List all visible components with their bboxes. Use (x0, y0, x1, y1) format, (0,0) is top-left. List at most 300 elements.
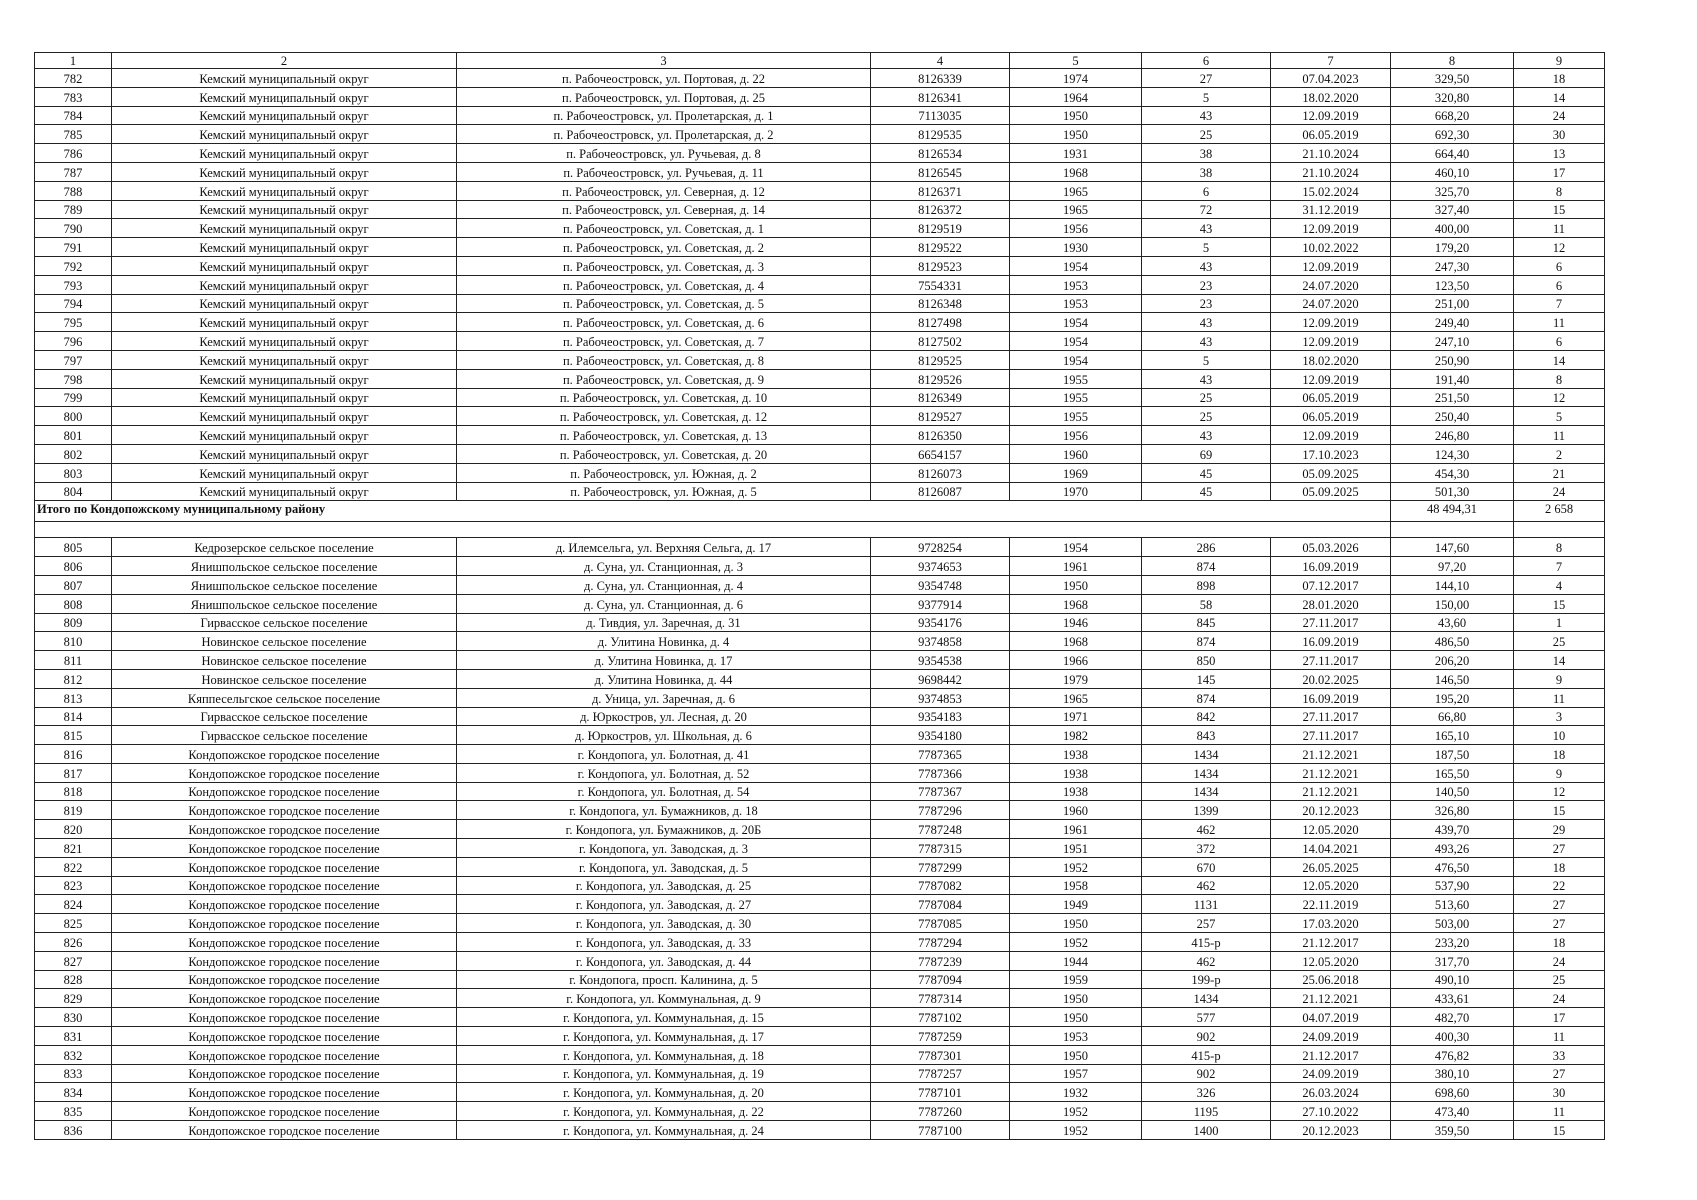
cell-building-id: 7787294 (871, 933, 1010, 952)
cell-decision-number: 1434 (1142, 763, 1271, 782)
table-body-top (35, 53, 1605, 501)
cell-residents: 15 (1514, 801, 1605, 820)
cell-decision-number: 69 (1142, 444, 1271, 463)
column-number-header: 5 (1010, 53, 1142, 69)
cell-municipality: Кемский муниципальный округ (112, 106, 457, 125)
cell-row-number: 789 (35, 200, 112, 219)
cell-area: 327,40 (1391, 200, 1514, 219)
cell-building-id: 8127498 (871, 313, 1010, 332)
cell-address: д. Уница, ул. Заречная, д. 6 (457, 688, 871, 707)
cell-building-id: 7787102 (871, 1008, 1010, 1027)
table-row (35, 144, 1605, 163)
cell-decision-date: 12.09.2019 (1271, 332, 1391, 351)
table-row (35, 594, 1605, 613)
cell-area: 43,60 (1391, 613, 1514, 632)
cell-decision-number: 43 (1142, 369, 1271, 388)
cell-row-number: 810 (35, 632, 112, 651)
cell-building-id: 7787365 (871, 745, 1010, 764)
cell-building-id: 8126348 (871, 294, 1010, 313)
cell-decision-date: 12.09.2019 (1271, 219, 1391, 238)
cell-row-number: 821 (35, 839, 112, 858)
cell-municipality: Кемский муниципальный округ (112, 238, 457, 257)
cell-decision-date: 05.09.2025 (1271, 463, 1391, 482)
cell-year-built: 1968 (1010, 594, 1142, 613)
cell-area: 179,20 (1391, 238, 1514, 257)
cell-area: 400,30 (1391, 1027, 1514, 1046)
cell-row-number: 813 (35, 688, 112, 707)
cell-building-id: 8126350 (871, 426, 1010, 445)
cell-address: д. Суна, ул. Станционная, д. 4 (457, 575, 871, 594)
cell-year-built: 1952 (1010, 1102, 1142, 1121)
column-number-header-row (35, 53, 1605, 69)
cell-municipality: Кемский муниципальный округ (112, 294, 457, 313)
cell-year-built: 1957 (1010, 1064, 1142, 1083)
cell-year-built: 1938 (1010, 782, 1142, 801)
cell-municipality: Кемский муниципальный округ (112, 219, 457, 238)
cell-residents: 25 (1514, 970, 1605, 989)
cell-address: п. Рабочеостровск, ул. Советская, д. 13 (457, 426, 871, 445)
cell-residents: 27 (1514, 1064, 1605, 1083)
cell-municipality: Кондопожское городское поселение (112, 914, 457, 933)
cell-address: д. Юркостров, ул. Лесная, д. 20 (457, 707, 871, 726)
cell-address: г. Кондопога, ул. Бумажников, д. 18 (457, 801, 871, 820)
cell-row-number: 834 (35, 1083, 112, 1102)
table-row (35, 444, 1605, 463)
cell-residents: 27 (1514, 914, 1605, 933)
cell-decision-number: 43 (1142, 106, 1271, 125)
table-row (35, 256, 1605, 275)
table-row (35, 294, 1605, 313)
spacer-cell (1514, 522, 1605, 538)
cell-decision-date: 21.10.2024 (1271, 144, 1391, 163)
cell-year-built: 1953 (1010, 1027, 1142, 1046)
cell-decision-number: 462 (1142, 876, 1271, 895)
cell-residents: 12 (1514, 238, 1605, 257)
cell-address: п. Рабочеостровск, ул. Ручьевая, д. 8 (457, 144, 871, 163)
cell-decision-number: 874 (1142, 557, 1271, 576)
cell-residents: 8 (1514, 369, 1605, 388)
cell-decision-date: 26.03.2024 (1271, 1083, 1391, 1102)
cell-building-id: 7787314 (871, 989, 1010, 1008)
cell-residents: 17 (1514, 1008, 1605, 1027)
cell-year-built: 1950 (1010, 106, 1142, 125)
cell-address: г. Кондопога, ул. Бумажников, д. 20Б (457, 820, 871, 839)
cell-residents: 9 (1514, 763, 1605, 782)
cell-decision-date: 21.12.2021 (1271, 745, 1391, 764)
spacer-row (35, 522, 1605, 538)
table-row (35, 914, 1605, 933)
cell-address: г. Кондопога, ул. Болотная, д. 52 (457, 763, 871, 782)
cell-row-number: 822 (35, 857, 112, 876)
cell-building-id: 9354538 (871, 651, 1010, 670)
cell-decision-number: 145 (1142, 669, 1271, 688)
cell-building-id: 8129519 (871, 219, 1010, 238)
cell-area: 473,40 (1391, 1102, 1514, 1121)
cell-year-built: 1952 (1010, 933, 1142, 952)
cell-residents: 24 (1514, 482, 1605, 501)
cell-year-built: 1950 (1010, 989, 1142, 1008)
cell-decision-date: 06.05.2019 (1271, 407, 1391, 426)
cell-row-number: 812 (35, 669, 112, 688)
cell-decision-date: 27.11.2017 (1271, 726, 1391, 745)
table-row (35, 313, 1605, 332)
cell-building-id: 8129535 (871, 125, 1010, 144)
cell-decision-date: 24.09.2019 (1271, 1027, 1391, 1046)
cell-area: 326,80 (1391, 801, 1514, 820)
cell-decision-date: 25.06.2018 (1271, 970, 1391, 989)
cell-area: 150,00 (1391, 594, 1514, 613)
cell-year-built: 1932 (1010, 1083, 1142, 1102)
cell-area: 246,80 (1391, 426, 1514, 445)
cell-address: п. Рабочеостровск, ул. Советская, д. 10 (457, 388, 871, 407)
cell-address: г. Кондопога, ул. Заводская, д. 25 (457, 876, 871, 895)
cell-row-number: 786 (35, 144, 112, 163)
cell-residents: 11 (1514, 1102, 1605, 1121)
cell-decision-number: 45 (1142, 463, 1271, 482)
cell-building-id: 7787301 (871, 1045, 1010, 1064)
cell-row-number: 805 (35, 538, 112, 557)
cell-address: г. Кондопога, ул. Коммунальная, д. 17 (457, 1027, 871, 1046)
cell-row-number: 811 (35, 651, 112, 670)
cell-municipality: Кондопожское городское поселение (112, 876, 457, 895)
cell-building-id: 7787299 (871, 857, 1010, 876)
table-row (35, 106, 1605, 125)
cell-year-built: 1954 (1010, 313, 1142, 332)
cell-decision-number: 25 (1142, 388, 1271, 407)
cell-decision-date: 12.09.2019 (1271, 256, 1391, 275)
cell-year-built: 1946 (1010, 613, 1142, 632)
cell-decision-date: 31.12.2019 (1271, 200, 1391, 219)
column-number-header: 6 (1142, 53, 1271, 69)
cell-address: п. Рабочеостровск, ул. Советская, д. 5 (457, 294, 871, 313)
cell-area: 503,00 (1391, 914, 1514, 933)
cell-address: д. Тивдия, ул. Заречная, д. 31 (457, 613, 871, 632)
table-row (35, 125, 1605, 144)
cell-row-number: 814 (35, 707, 112, 726)
cell-address: г. Кондопога, ул. Заводская, д. 5 (457, 857, 871, 876)
cell-address: д. Улитина Новинка, д. 44 (457, 669, 871, 688)
cell-residents: 24 (1514, 106, 1605, 125)
cell-building-id: 7787094 (871, 970, 1010, 989)
cell-address: г. Кондопога, ул. Заводская, д. 44 (457, 951, 871, 970)
cell-building-id: 8126349 (871, 388, 1010, 407)
cell-year-built: 1961 (1010, 557, 1142, 576)
column-number-header: 8 (1391, 53, 1514, 69)
cell-year-built: 1965 (1010, 200, 1142, 219)
cell-area: 191,40 (1391, 369, 1514, 388)
table-row (35, 238, 1605, 257)
cell-row-number: 827 (35, 951, 112, 970)
table-row (35, 989, 1605, 1008)
cell-decision-number: 72 (1142, 200, 1271, 219)
cell-row-number: 826 (35, 933, 112, 952)
table-row (35, 726, 1605, 745)
cell-decision-date: 12.05.2020 (1271, 876, 1391, 895)
cell-year-built: 1954 (1010, 256, 1142, 275)
cell-municipality: Янишпольское сельское поселение (112, 594, 457, 613)
cell-decision-date: 21.12.2021 (1271, 989, 1391, 1008)
cell-decision-date: 10.02.2022 (1271, 238, 1391, 257)
cell-building-id: 8126339 (871, 69, 1010, 88)
cell-building-id: 8126545 (871, 162, 1010, 181)
cell-decision-number: 5 (1142, 238, 1271, 257)
cell-decision-number: 45 (1142, 482, 1271, 501)
cell-row-number: 824 (35, 895, 112, 914)
cell-year-built: 1950 (1010, 1045, 1142, 1064)
cell-decision-date: 12.09.2019 (1271, 369, 1391, 388)
cell-building-id: 7787100 (871, 1121, 1010, 1140)
cell-municipality: Кемский муниципальный округ (112, 69, 457, 88)
cell-municipality: Кондопожское городское поселение (112, 951, 457, 970)
cell-year-built: 1949 (1010, 895, 1142, 914)
cell-area: 664,40 (1391, 144, 1514, 163)
cell-municipality: Кондопожское городское поселение (112, 857, 457, 876)
cell-residents: 30 (1514, 125, 1605, 144)
cell-decision-number: 43 (1142, 256, 1271, 275)
cell-address: д. Улитина Новинка, д. 4 (457, 632, 871, 651)
cell-area: 325,70 (1391, 181, 1514, 200)
cell-address: г. Кондопога, ул. Коммунальная, д. 24 (457, 1121, 871, 1140)
cell-decision-number: 843 (1142, 726, 1271, 745)
cell-row-number: 790 (35, 219, 112, 238)
column-number-header: 7 (1271, 53, 1391, 69)
column-number-header: 3 (457, 53, 871, 69)
cell-area: 250,40 (1391, 407, 1514, 426)
cell-decision-date: 18.02.2020 (1271, 350, 1391, 369)
cell-municipality: Кемский муниципальный округ (112, 275, 457, 294)
cell-residents: 11 (1514, 313, 1605, 332)
cell-municipality: Новинское сельское поселение (112, 669, 457, 688)
cell-building-id: 7787101 (871, 1083, 1010, 1102)
cell-building-id: 7113035 (871, 106, 1010, 125)
table-row (35, 895, 1605, 914)
cell-building-id: 7554331 (871, 275, 1010, 294)
cell-decision-number: 902 (1142, 1027, 1271, 1046)
table-row (35, 632, 1605, 651)
cell-building-id: 7787082 (871, 876, 1010, 895)
cell-decision-date: 21.12.2021 (1271, 763, 1391, 782)
cell-decision-date: 05.03.2026 (1271, 538, 1391, 557)
spacer-cell (35, 522, 1391, 538)
cell-residents: 15 (1514, 594, 1605, 613)
cell-building-id: 8126534 (871, 144, 1010, 163)
cell-decision-date: 21.12.2021 (1271, 782, 1391, 801)
cell-area: 380,10 (1391, 1064, 1514, 1083)
cell-area: 247,10 (1391, 332, 1514, 351)
cell-row-number: 835 (35, 1102, 112, 1121)
table-row (35, 613, 1605, 632)
district-total-area: 48 494,31 (1391, 501, 1514, 522)
cell-residents: 5 (1514, 407, 1605, 426)
cell-decision-number: 43 (1142, 426, 1271, 445)
table-row (35, 1045, 1605, 1064)
cell-area: 668,20 (1391, 106, 1514, 125)
table-row (35, 857, 1605, 876)
cell-address: п. Рабочеостровск, ул. Советская, д. 8 (457, 350, 871, 369)
cell-decision-number: 415-р (1142, 1045, 1271, 1064)
cell-year-built: 1938 (1010, 745, 1142, 764)
cell-decision-date: 12.05.2020 (1271, 820, 1391, 839)
cell-row-number: 799 (35, 388, 112, 407)
cell-address: п. Рабочеостровск, ул. Советская, д. 20 (457, 444, 871, 463)
cell-building-id: 9354176 (871, 613, 1010, 632)
cell-residents: 30 (1514, 1083, 1605, 1102)
district-total-residents: 2 658 (1514, 501, 1605, 522)
table-row (35, 407, 1605, 426)
cell-residents: 7 (1514, 557, 1605, 576)
cell-building-id: 8126372 (871, 200, 1010, 219)
cell-year-built: 1961 (1010, 820, 1142, 839)
cell-address: п. Рабочеостровск, ул. Советская, д. 12 (457, 407, 871, 426)
cell-municipality: Гирвасское сельское поселение (112, 613, 457, 632)
cell-building-id: 9374853 (871, 688, 1010, 707)
cell-address: г. Кондопога, ул. Коммунальная, д. 20 (457, 1083, 871, 1102)
cell-building-id: 8126073 (871, 463, 1010, 482)
cell-decision-date: 12.09.2019 (1271, 426, 1391, 445)
table-row (35, 651, 1605, 670)
cell-row-number: 793 (35, 275, 112, 294)
cell-area: 144,10 (1391, 575, 1514, 594)
cell-year-built: 1955 (1010, 369, 1142, 388)
cell-residents: 15 (1514, 200, 1605, 219)
cell-row-number: 795 (35, 313, 112, 332)
cell-decision-date: 12.05.2020 (1271, 951, 1391, 970)
cell-year-built: 1954 (1010, 332, 1142, 351)
cell-building-id: 7787248 (871, 820, 1010, 839)
cell-building-id: 9374653 (871, 557, 1010, 576)
cell-building-id: 7787257 (871, 1064, 1010, 1083)
cell-residents: 11 (1514, 426, 1605, 445)
cell-residents: 12 (1514, 388, 1605, 407)
cell-year-built: 1979 (1010, 669, 1142, 688)
cell-decision-number: 577 (1142, 1008, 1271, 1027)
table-row (35, 575, 1605, 594)
cell-area: 400,00 (1391, 219, 1514, 238)
cell-year-built: 1982 (1010, 726, 1142, 745)
cell-row-number: 816 (35, 745, 112, 764)
table-row (35, 745, 1605, 764)
cell-address: д. Улитина Новинка, д. 17 (457, 651, 871, 670)
cell-decision-number: 1195 (1142, 1102, 1271, 1121)
table-row (35, 1008, 1605, 1027)
cell-decision-number: 462 (1142, 951, 1271, 970)
cell-decision-number: 286 (1142, 538, 1271, 557)
cell-building-id: 8126371 (871, 181, 1010, 200)
cell-year-built: 1953 (1010, 294, 1142, 313)
cell-decision-number: 842 (1142, 707, 1271, 726)
cell-decision-date: 27.11.2017 (1271, 613, 1391, 632)
cell-year-built: 1954 (1010, 538, 1142, 557)
cell-decision-date: 27.11.2017 (1271, 707, 1391, 726)
cell-municipality: Кондопожское городское поселение (112, 820, 457, 839)
cell-row-number: 784 (35, 106, 112, 125)
cell-municipality: Кондопожское городское поселение (112, 839, 457, 858)
cell-area: 460,10 (1391, 162, 1514, 181)
cell-decision-date: 07.12.2017 (1271, 575, 1391, 594)
cell-area: 537,90 (1391, 876, 1514, 895)
cell-decision-number: 1400 (1142, 1121, 1271, 1140)
cell-decision-number: 199-р (1142, 970, 1271, 989)
cell-area: 317,70 (1391, 951, 1514, 970)
cell-address: п. Рабочеостровск, ул. Советская, д. 9 (457, 369, 871, 388)
cell-decision-date: 26.05.2025 (1271, 857, 1391, 876)
table-row (35, 763, 1605, 782)
cell-area: 251,50 (1391, 388, 1514, 407)
cell-address: д. Суна, ул. Станционная, д. 6 (457, 594, 871, 613)
cell-area: 698,60 (1391, 1083, 1514, 1102)
cell-residents: 14 (1514, 87, 1605, 106)
cell-year-built: 1970 (1010, 482, 1142, 501)
cell-address: п. Рабочеостровск, ул. Советская, д. 2 (457, 238, 871, 257)
cell-address: п. Рабочеостровск, ул. Северная, д. 14 (457, 200, 871, 219)
cell-address: п. Рабочеостровск, ул. Советская, д. 7 (457, 332, 871, 351)
table-row (35, 707, 1605, 726)
cell-decision-date: 07.04.2023 (1271, 69, 1391, 88)
cell-decision-number: 5 (1142, 350, 1271, 369)
cell-year-built: 1956 (1010, 219, 1142, 238)
cell-area: 692,30 (1391, 125, 1514, 144)
cell-row-number: 800 (35, 407, 112, 426)
district-total-row (35, 501, 1605, 522)
cell-row-number: 817 (35, 763, 112, 782)
cell-residents: 12 (1514, 782, 1605, 801)
cell-building-id: 7787084 (871, 895, 1010, 914)
cell-address: г. Кондопога, ул. Заводская, д. 3 (457, 839, 871, 858)
cell-residents: 11 (1514, 219, 1605, 238)
cell-area: 146,50 (1391, 669, 1514, 688)
cell-decision-date: 27.11.2017 (1271, 651, 1391, 670)
cell-row-number: 802 (35, 444, 112, 463)
cell-area: 97,20 (1391, 557, 1514, 576)
cell-municipality: Кяппесельгское сельское поселение (112, 688, 457, 707)
table-row (35, 839, 1605, 858)
table-row (35, 820, 1605, 839)
cell-address: п. Рабочеостровск, ул. Советская, д. 1 (457, 219, 871, 238)
cell-decision-date: 04.07.2019 (1271, 1008, 1391, 1027)
cell-municipality: Кондопожское городское поселение (112, 801, 457, 820)
cell-row-number: 798 (35, 369, 112, 388)
cell-building-id: 9354183 (871, 707, 1010, 726)
table-row (35, 1121, 1605, 1140)
spacer-cell (1391, 522, 1514, 538)
column-number-header: 2 (112, 53, 457, 69)
cell-area: 490,10 (1391, 970, 1514, 989)
cell-year-built: 1954 (1010, 350, 1142, 369)
cell-area: 233,20 (1391, 933, 1514, 952)
cell-residents: 24 (1514, 951, 1605, 970)
cell-year-built: 1960 (1010, 444, 1142, 463)
cell-residents: 8 (1514, 181, 1605, 200)
table-row (35, 181, 1605, 200)
cell-residents: 11 (1514, 688, 1605, 707)
cell-residents: 6 (1514, 275, 1605, 294)
cell-row-number: 823 (35, 876, 112, 895)
cell-decision-date: 28.01.2020 (1271, 594, 1391, 613)
cell-residents: 9 (1514, 669, 1605, 688)
cell-row-number: 829 (35, 989, 112, 1008)
cell-building-id: 7787366 (871, 763, 1010, 782)
cell-decision-date: 05.09.2025 (1271, 482, 1391, 501)
cell-decision-date: 24.07.2020 (1271, 275, 1391, 294)
table-row (35, 688, 1605, 707)
cell-decision-number: 1434 (1142, 745, 1271, 764)
cell-building-id: 7787239 (871, 951, 1010, 970)
cell-municipality: Кондопожское городское поселение (112, 782, 457, 801)
cell-municipality: Кемский муниципальный округ (112, 162, 457, 181)
cell-row-number: 820 (35, 820, 112, 839)
cell-year-built: 1966 (1010, 651, 1142, 670)
cell-decision-date: 16.09.2019 (1271, 688, 1391, 707)
